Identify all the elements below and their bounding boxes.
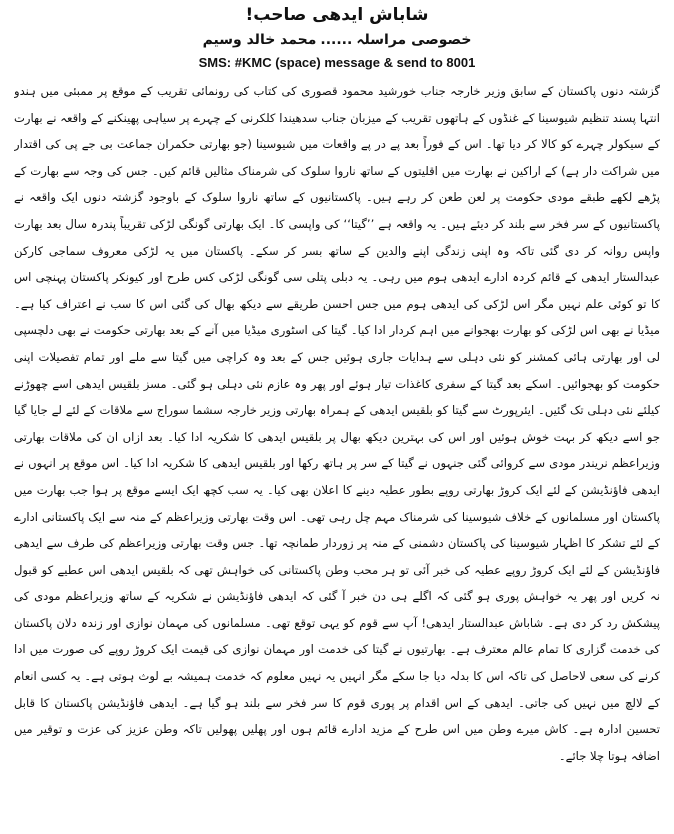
article-headline: شاباش ایدھی صاحب! [245,5,429,25]
byline-label: خصوصی مراسلہ [356,32,472,48]
article-body: گزشتہ دنوں پاکستان کے سابق وزیر خارجہ جناب خورشید محمود قصوری کی کتاب کی رونمائی تقریب کے موقع پر ممبئی میں ہندو انتہا پسند تنظیم شیوسینا کے غنڈوں کے ہاتھوں تقریب کے میزبان جناب سدھیندا کلکرنی کے چہرے پر سیاہی پھینکنے کے واقعہ نے بھارت کے سیکولر چہرے کو کالا کر دیا تھا۔ اس کے فوراً بعد پے در پے واقعات میں شیوسینا (جو بھارتی حکمران جماعت بی جے پی کی اقتدار میں شراکت دار ہے) کے اراکین نے بھارت میں اقلیتوں کے ساتھ ناروا سلوک کی شرمناک مثالیں قائم کیں۔ جس کی وجہ سے بھارت کے پڑھے لکھے طبقے مودی حکومت پر لعن طعن کر رہے ہیں۔ پاکستانیوں کے ساتھ ناروا سلوک کے باوجود گزشتہ دنوں ایک واقعہ نے پاکستانیوں کے سر فخر سے بلند کر دیئے ہیں۔ یہ واقعہ ہے ’’گیتا‘‘ کی واپسی کا۔ ایک بھارتی گونگی لڑکی تقریباً پندرہ سال بعد بھارت واپس روانہ کر دی گئی تاکہ وہ اپنی زندگی اپنے والدین کے ساتھ بسر کر سکے۔ پاکستان میں یہ لڑکی معروف سماجی کارکن عبدالستار ایدھی کے قائم کردہ ادارے ایدھی ہوم میں رہی۔ یہ دبلی پتلی سی گونگی لڑکی کس طرح اور کیونکر پاکستان پہنچی اس کا تو کوئی علم نہیں مگر اس لڑکی کی ایدھی ہوم میں جس احسن طریقے سے دیکھ بھال کی گئی اس کا سب نے اعتراف کیا ہے۔ میڈیا نے بھی اس لڑکی کو بھارت بھجوانے میں اہم کردار ادا کیا۔ گیتا کی اسٹوری میڈیا میں آنے کے بعد بھارتی حکومت نے بھی دلچسپی لی اور بھارتی ہائی کمشنر کو نئی دہلی سے ہدایات جاری ہوئیں جس کے بعد وہ کراچی میں گیتا سے ملے اور تمام تفصیلات اپنی حکومت کو بھجوائیں۔ اسکے بعد گیتا کے سفری کاغذات تیار ہوئے اور پھر وہ عازم نئی دہلی ہو گئی۔ مسز بلقیس ایدھی اسے چھوڑنے کیلئے نئی دہلی تک گئیں۔ ایئرپورٹ سے گیتا کو بلقیس ایدھی کے ہمراہ بھارتی وزیر خارجہ سشما سوراج سے ملاقات کے لئے لے جایا گیا جو اسے دیکھ کر بہت خوش ہوئیں اور اس کی بہترین دیکھ بھال پر بلقیس ایدھی کا شکریہ ادا کیا۔ بعد ازاں ان کی ملاقات بھارتی وزیراعظم نریندر مودی سے کروائی گئی جنہوں نے گیتا کے سر پر ہاتھ رکھا اور بلقیس ایدھی کا شکریہ ادا کیا۔ اس موقع پر انہوں نے ایدھی فاؤنڈیشن کے لئے ایک کروڑ بھارتی روپے بطور عطیہ دینے کا اعلان بھی کیا۔ یہ سب کچھ ایک ایسے موقع پر ہوا جب بھارت میں پاکستان اور مسلمانوں کے خلاف شیوسینا کی شرمناک مہم چل رہی تھی۔ اس وقت بھارتی وزیراعظم کے منہ سے ایک پاکستانی ادارے کے لئے تشکر کا اظہار شیوسینا کی پاکستان دشمنی کے منہ پر زوردار طمانچہ تھا۔ جس وقت بھارتی وزیراعظم کی طرف سے ایدھی فاؤنڈیشن کے لئے ایک کروڑ روپے عطیہ کی خبر آئی تو ہر محب وطن پاکستانی کی خواہش تھی کہ بلقیس ایدھی اس عطیے کو قبول نہ کریں اور پھر یہ خواہش پوری ہو گئی کہ اگلے ہی دن خبر آ گئی کہ ایدھی فاؤنڈیشن نے شکریہ کے ساتھ وزیراعظم مودی کی پیشکش رد کر دی ہے۔ شاباش عبدالستار ایدھی! آپ سے قوم کو یہی توقع تھی۔ مسلمانوں کی مہمان نوازی اور زندہ دلان پاکستان کی خدمت گزاری کا تمام عالم معترف ہے۔ بھارتیوں نے گیتا کی خدمت اور مہمان نوازی کی قیمت ایک کروڑ روپے کی صورت میں ادا کرنے کی سعی لاحاصل کی تاکہ اس کا بدلہ دیا جا سکے مگر انہیں یہ نہیں معلوم کہ خدمت ہمیشہ بے لوث ہوتی ہے۔ یہ کسی انعام کے لالچ میں نہیں کی جاتی۔ ایدھی کے اس اقدام پر پوری قوم کا سر فخر سے بلند ہو گیا ہے۔ ایدھی فاؤنڈیشن پاکستان کا قابل تحسین ادارہ ہے۔ کاش میرے وطن میں اس طرح کے مزید ادارے قائم ہوں اور پھلیں پھولیں تاکہ وطن عزیز کی عزت و توقیر میں اضافہ ہوتا چلا جائے۔ [14,84,660,763]
byline-separator: ...... [320,32,353,48]
sms-instruction: SMS: #KMC (space) message & send to 8001 [198,55,476,70]
article-byline [14,28,660,52]
byline-author: محمد خالد وسیم [202,32,317,48]
